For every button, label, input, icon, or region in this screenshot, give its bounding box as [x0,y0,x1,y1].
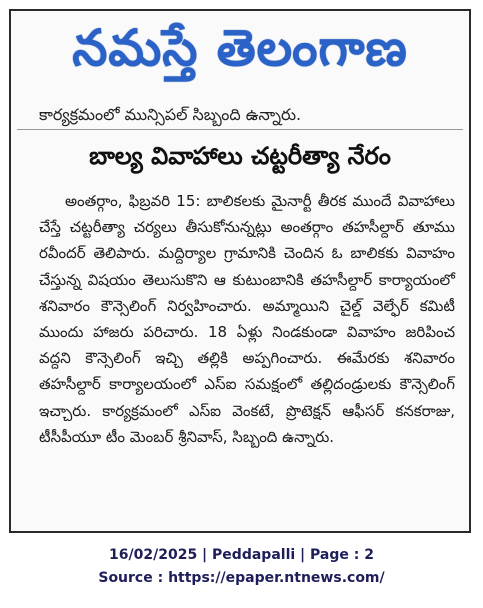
divider [17,129,463,130]
newspaper-clipping [9,9,471,533]
clipping-source: Source : https://epaper.ntnews.com/ [98,570,385,586]
previous-article-fragment: కార్యక్రమంలో మున్సిపల్ సిబ్బంది ఉన్నారు. [39,105,302,124]
masthead [11,11,469,93]
masthead-logo: నమస్తే తెలంగాణ [72,18,408,77]
article-headline: బాల్య వివాహాలు చట్టరీత్యా నేరం [89,142,391,170]
clipping-info: 16/02/2025 | Peddapalli | Page : 2 [109,547,374,563]
article-body [39,188,455,450]
article-paragraph: అంతర్గాం, ఫిబ్రవరి 15: బాలికలకు మైనార్టీ తీరక ముందే వివాహాలు చేస్తే చట్టరీత్యా చర్యలు తీసుకోనున్నట్లు అంతర్గాం తహసీల్దార్ తూము రవీందర్ తెలిపారు. మద్దిర్యాల గ్రామానికి చెందిన ఓ బాలికకు వివాహం చేస్తున్న విషయం తెలుసుకొని ఆ కుటుంబానికి తహసీల్దార్ కార్యాయంలో శనివారం కౌన్సెలింగ్ నిర్వహించారు. అమ్మాయిని చైల్డ్ వెల్ఫేర్ కమిటీ ముందు హాజరు పరిచారు. 18 ఏళ్లు నిండకుండా వివాహం జరిపించ వద్దని కౌన్సెలింగ్ ఇచ్చి తల్లికి అప్పగించారు. ఈమేరకు శనివారం తహసీల్దార్ కార్యాలయంలో ఎస్ఐ సమక్షంలో తల్లిదండ్రులకు కౌన్సెలింగ్ ఇచ్చారు. కార్యక్రమంలో ఎస్ఐ వెంకటే, ప్రొటెక్షన్ ఆఫీసర్ కనకరాజు, టీసీపీయూ టీం మెంబర్ శ్రీనివాస్, సిబ్బంది ఉన్నారు. [39,192,455,446]
